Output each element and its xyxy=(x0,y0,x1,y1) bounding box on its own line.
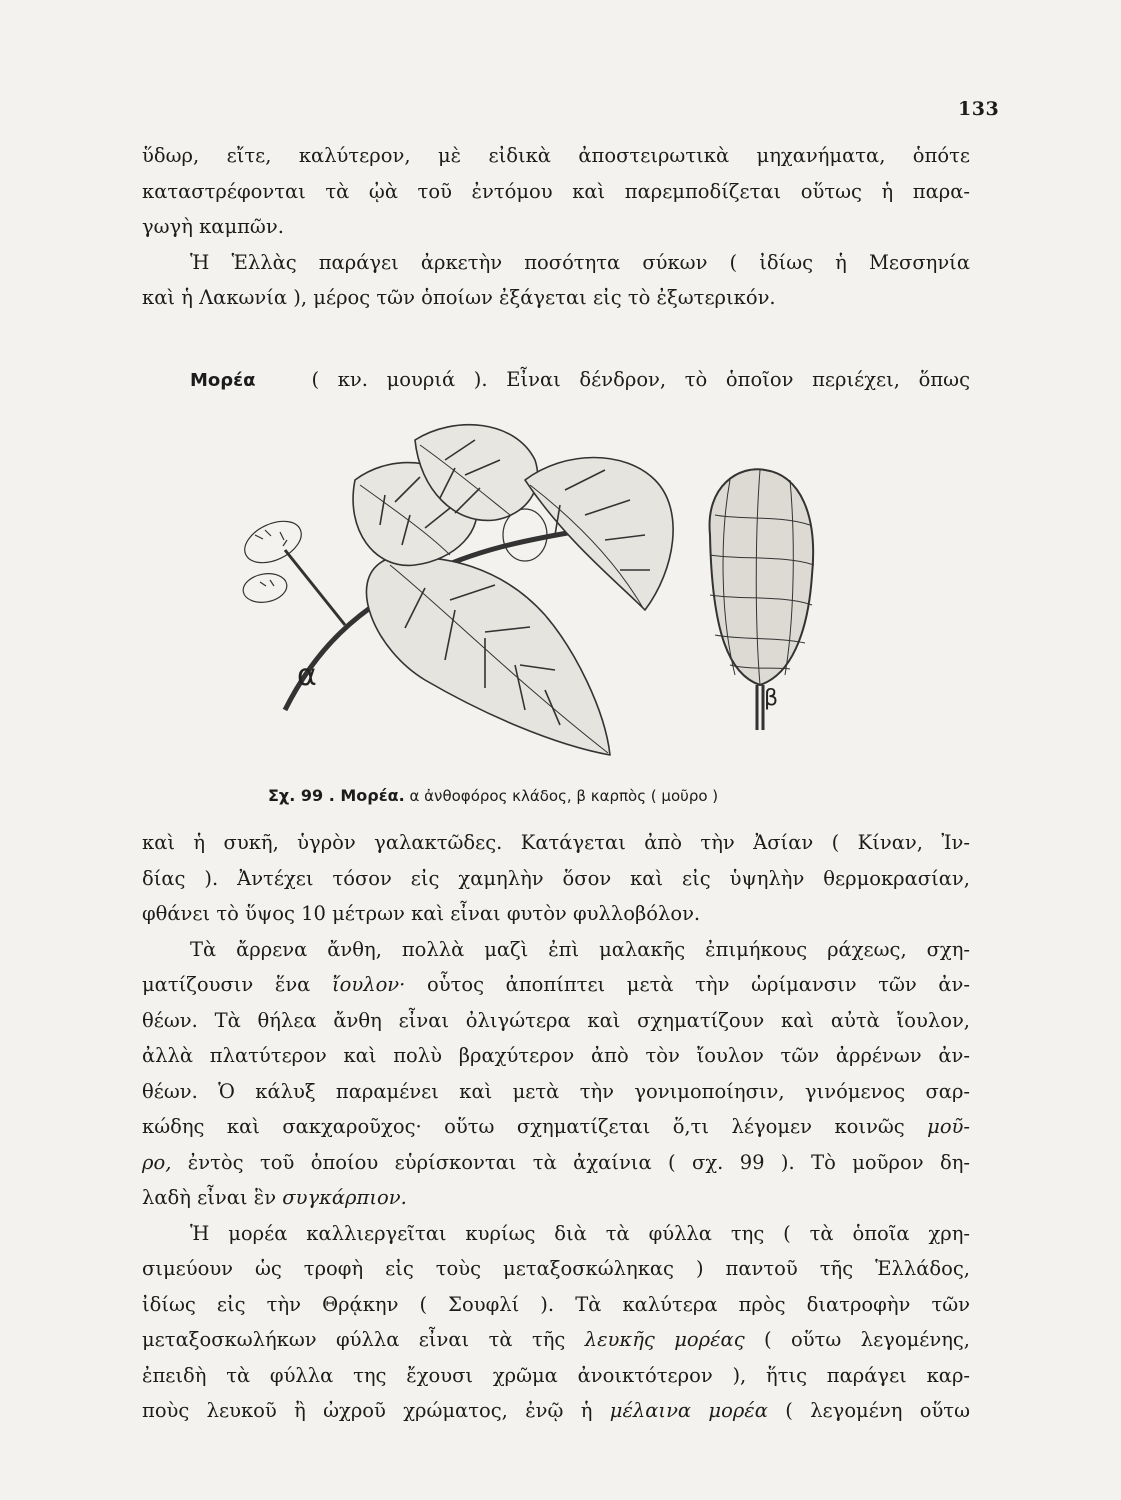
text-line xyxy=(142,1322,970,1358)
section-rest: ( κν. μουριά ). Εἶναι δένδρον, τὸ ὁποῖον περιέχει, ὅπως xyxy=(311,368,970,391)
italic-term: λευκῆς μορέας xyxy=(584,1328,745,1351)
text-run: ( λεγομένη οὕτω xyxy=(767,1399,970,1422)
italic-term: συγκάρπιον. xyxy=(282,1186,407,1209)
text-run: λαδὴ εἶναι ἓν xyxy=(142,1186,283,1209)
figure-caption xyxy=(268,786,718,805)
mulberry-illustration xyxy=(225,410,835,775)
text-line: θέων. Τὰ θήλεα ἄνθη εἶναι ὀλιγώτερα καὶ σχηματίζουν καὶ αὐτὰ ἴουλον, xyxy=(142,1008,970,1032)
text-run: κώδης καὶ σακχαροῦχος· οὕτω σχηματίζεται ὅ,τι λέγομεν κοινῶς xyxy=(142,1115,928,1138)
text-line xyxy=(142,1145,970,1181)
mulberry-figure xyxy=(225,410,835,775)
text-line xyxy=(142,967,970,1003)
italic-term: μοῦ- xyxy=(927,1115,970,1138)
text-line: Ἡ Ἑλλὰς παράγει ἀρκετὴν ποσότητα σύκων ( ἰδίως ἡ Μεσσηνία xyxy=(190,250,970,274)
text-run: οὗτος ἀποπίπτει μετὰ τὴν ὡρίμανσιν τῶν ἀν- xyxy=(405,973,970,996)
text-line: ἰδίως εἰς τὴν Θρᾴκην ( Σουφλί ). Τὰ καλύτερα πρὸς διατροφὴν τῶν xyxy=(142,1292,970,1316)
text-line: Τὰ ἄρρενα ἄνθη, πολλὰ μαζὶ ἐπὶ μαλακῆς ἐπιμήκους ράχεως, σχη- xyxy=(190,937,970,961)
caption-text: α ἀνθοφόρος κλάδος, β καρπὸς ( μοῦρο ) xyxy=(409,787,719,805)
caption-bold: Σχ. 99 . Μορέα. xyxy=(268,786,405,805)
figure-label-b: β xyxy=(764,686,779,711)
text-line: ἀλλὰ πλατύτερον καὶ πολὺ βραχύτερον ἀπὸ τὸν ἴουλον τῶν ἀρρένων ἀν- xyxy=(142,1044,970,1067)
body-text xyxy=(142,825,970,1429)
text-run: ( οὕτω λεγομένης, xyxy=(744,1328,971,1351)
text-run: ματίζουσιν ἕνα xyxy=(142,973,332,996)
text-line: σιμεύουν ὡς τροφὴ εἰς τοὺς μεταξοσκώληκας ) παντοῦ τῆς Ἑλλάδος, xyxy=(142,1257,970,1280)
text-line xyxy=(142,1109,970,1145)
text-line xyxy=(142,1393,970,1429)
section-heading-line xyxy=(142,362,970,399)
text-line: ἐπειδὴ τὰ φύλλα της ἔχουσι χρῶμα ἀνοικτότερον ), ἥτις παράγει καρ- xyxy=(142,1363,970,1387)
text-line xyxy=(142,1180,970,1216)
text-line: γωγὴ καμπῶν. xyxy=(142,215,284,238)
text-run: μεταξοσκωλήκων φύλλα εἶναι τὰ τῆς xyxy=(142,1328,585,1351)
text-run: ποὺς λευκοῦ ἢ ὠχροῦ χρώματος, ἐνῷ ἡ xyxy=(142,1399,610,1422)
text-line xyxy=(142,362,970,399)
text-line: ὕδωρ, εἴτε, καλύτερον, μὲ εἰδικὰ ἀποστειρωτικὰ μηχανήματα, ὁπότε xyxy=(142,144,970,167)
italic-term: μέλαινα μορέα xyxy=(609,1399,768,1422)
text-line: θέων. Ὁ κάλυξ παραμένει καὶ μετὰ τὴν γονιμοποίησιν, γινόμενος σαρ- xyxy=(142,1079,970,1103)
text-line: Ἡ μορέα καλλιεργεῖται κυρίως διὰ τὰ φύλλα της ( τὰ ὁποῖα χρη- xyxy=(190,1221,970,1245)
section-term: Μορέα xyxy=(190,370,256,391)
text-run: ἐντὸς τοῦ ὁποίου εὑρίσκονται τὰ ἀχαίνια ( σχ. 99 ). Τὸ μοῦρον δη- xyxy=(171,1150,970,1174)
figure-label-a: α xyxy=(297,658,317,693)
text-line: καὶ ἡ συκῆ, ὑγρὸν γαλακτῶδες. Κατάγεται ἀπὸ τὴν Ἀσίαν ( Κίναν, Ἰν- xyxy=(142,831,970,854)
text-line: φθάνει τὸ ὕψος 10 μέτρων καὶ εἶναι φυτὸν φυλλοβόλον. xyxy=(142,902,701,925)
text-line: καὶ ἡ Λακωνία ), μέρος τῶν ὁποίων ἐξάγεται εἰς τὸ ἐξωτερικόν. xyxy=(142,286,776,309)
italic-term: ἴουλον· xyxy=(331,973,406,996)
top-paragraph xyxy=(142,138,970,316)
italic-term: ρο, xyxy=(142,1150,172,1174)
text-line: δίας ). Ἀντέχει τόσον εἰς χαμηλὴν ὅσον καὶ εἰς ὑψηλὴν θερμοκρασίαν, xyxy=(142,866,970,890)
text-line: καταστρέφονται τὰ ᾠὰ τοῦ ἐντόμου καὶ παρεμποδίζεται οὕτως ἡ παρα- xyxy=(142,179,970,203)
page-number: 133 xyxy=(958,98,1000,120)
